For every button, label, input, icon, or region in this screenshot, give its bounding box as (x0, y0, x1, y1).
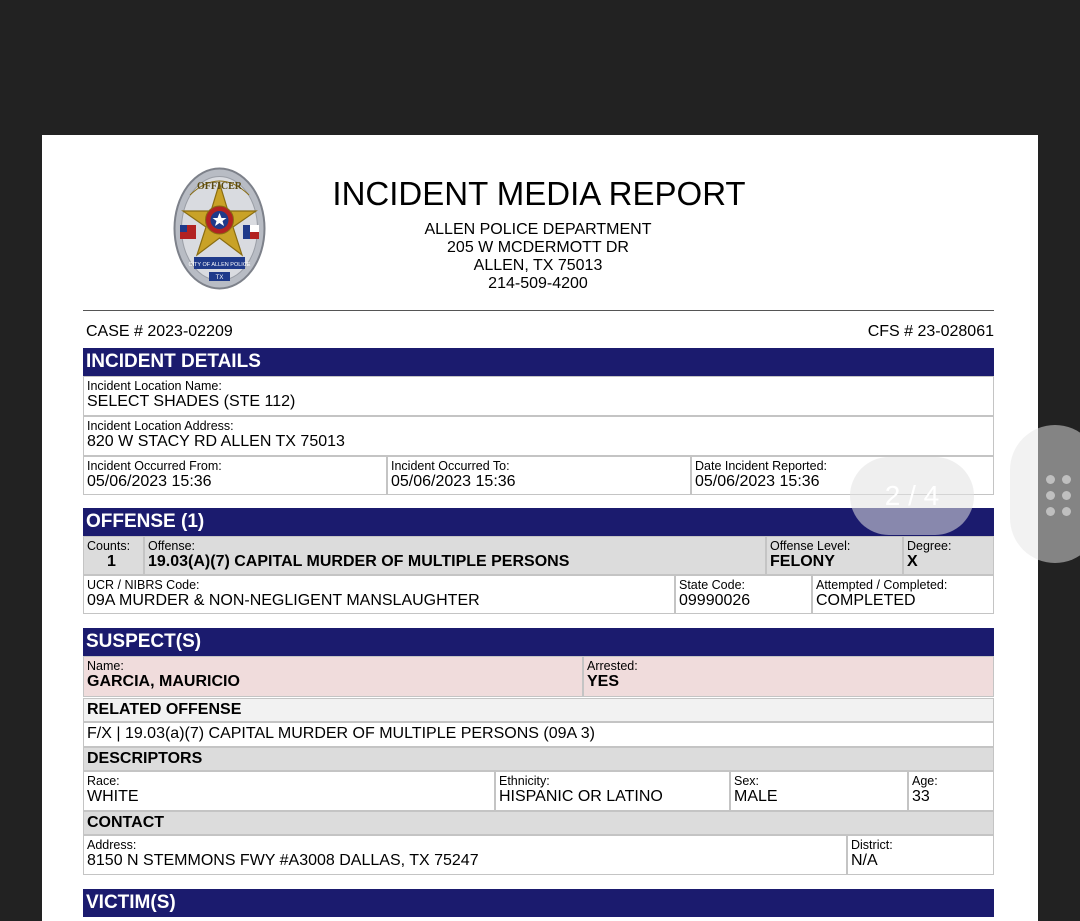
suspect-arrested-label: Arrested: (587, 659, 638, 673)
dept-city: ALLEN, TX 75013 (473, 257, 603, 274)
offense-counts: 1 (107, 553, 116, 570)
address: 8150 N STEMMONS FWY #A3008 DALLAS, TX 75247 (87, 852, 479, 869)
descriptors-heading: DESCRIPTORS (83, 747, 994, 771)
state-code: 09990026 (679, 592, 751, 609)
badge-top-text: OFFICER (197, 181, 242, 192)
incident-location-address: 820 W STACY RD ALLEN TX 75013 (87, 433, 345, 450)
suspect-arrested-cell (583, 656, 994, 697)
ethnicity: HISPANIC OR LATINO (499, 788, 663, 805)
grip-dot-icon (1046, 491, 1055, 500)
offense-degree: X (907, 553, 918, 570)
dept-phone: 214-509-4200 (488, 275, 588, 292)
section-victims: VICTIM(S) (83, 889, 994, 917)
header-divider (83, 310, 994, 311)
incident-from-label: Incident Occurred From: (87, 459, 222, 473)
incident-location-name-cell (83, 376, 994, 416)
incident-to-cell (387, 456, 691, 495)
offense-name: 19.03(A)(7) CAPITAL MURDER OF MULTIPLE PERSONS (148, 553, 570, 570)
offense-degree-cell (903, 536, 994, 575)
suspect-name-label: Name: (87, 659, 124, 673)
grip-dot-icon (1062, 491, 1071, 500)
state-code-label: State Code: (679, 578, 746, 592)
report-title: INCIDENT MEDIA REPORT (332, 175, 746, 212)
incident-reported-label: Date Incident Reported: (695, 459, 828, 473)
incident-from: 05/06/2023 15:36 (87, 473, 212, 490)
sex: MALE (734, 788, 778, 805)
attempted-cell (812, 575, 994, 614)
address-cell (83, 835, 847, 875)
section-suspects: SUSPECT(S) (83, 628, 994, 656)
badge-bottom-text: CITY OF ALLEN POLICE (188, 262, 251, 268)
offense-counts-label: Counts: (87, 539, 131, 553)
offense-level-label: Offense Level: (770, 539, 851, 553)
related-offense: F/X | 19.03(a)(7) CAPITAL MURDER OF MULTIPLE PERSONS (09A 3) (87, 725, 595, 742)
incident-location-address-cell (83, 416, 994, 456)
grip-dot-icon (1062, 507, 1071, 516)
district-label: District: (851, 838, 893, 852)
dept-name: ALLEN POLICE DEPARTMENT (424, 221, 652, 238)
incident-from-cell (83, 456, 387, 495)
section-offense: OFFENSE (1) (83, 508, 994, 536)
district-cell (847, 835, 994, 875)
ucr-label: UCR / NIBRS Code: (87, 578, 200, 592)
related-offense-heading: RELATED OFFENSE (83, 698, 994, 722)
attempted-value: COMPLETED (816, 592, 916, 609)
address-label: Address: (87, 838, 137, 852)
ethnicity-label: Ethnicity: (499, 774, 550, 788)
sex-cell (730, 771, 908, 811)
ucr-code: 09A MURDER & NON-NEGLIGENT MANSLAUGHTER (87, 592, 480, 609)
age-label: Age: (912, 774, 938, 788)
offense-degree-label: Degree: (907, 539, 952, 553)
viewer-menu-handle[interactable] (1010, 425, 1080, 563)
sex-label: Sex: (734, 774, 760, 788)
grip-dot-icon (1046, 507, 1055, 516)
race-label: Race: (87, 774, 120, 788)
attempted-label: Attempted / Completed: (816, 578, 948, 592)
age: 33 (912, 788, 930, 805)
state-code-cell (675, 575, 812, 614)
related-offense-cell (83, 722, 994, 747)
case-number: CASE # 2023-02209 (86, 323, 233, 340)
offense-level: FELONY (770, 553, 835, 570)
district: N/A (851, 852, 878, 869)
contact-heading: CONTACT (83, 811, 994, 835)
offense-cell (144, 536, 766, 575)
offense-level-cell (766, 536, 903, 575)
race-cell (83, 771, 495, 811)
police-badge-logo (172, 165, 267, 292)
offense-label: Offense: (148, 539, 196, 553)
grip-dot-icon (1062, 475, 1071, 484)
incident-location-name: SELECT SHADES (STE 112) (87, 393, 296, 410)
suspect-name-cell (83, 656, 583, 697)
incident-location-address-label: Incident Location Address: (87, 419, 234, 433)
badge-state-text: TX (215, 275, 224, 281)
offense-counts-cell (83, 536, 144, 575)
incident-to-label: Incident Occurred To: (391, 459, 510, 473)
suspect-arrested: YES (587, 673, 620, 690)
section-incident-details: INCIDENT DETAILS (83, 348, 994, 376)
race: WHITE (87, 788, 139, 805)
grip-dot-icon (1046, 475, 1055, 484)
incident-location-name-label: Incident Location Name: (87, 379, 222, 393)
age-cell (908, 771, 994, 811)
ethnicity-cell (495, 771, 730, 811)
suspect-name: GARCIA, MAURICIO (87, 673, 240, 690)
incident-to: 05/06/2023 15:36 (391, 473, 516, 490)
incident-reported: 05/06/2023 15:36 (695, 473, 820, 490)
dept-street: 205 W MCDERMOTT DR (447, 239, 629, 256)
cfs-number: CFS # 23-028061 (867, 323, 994, 340)
page-indicator: 2 / 4 (850, 457, 974, 535)
ucr-cell (83, 575, 675, 614)
